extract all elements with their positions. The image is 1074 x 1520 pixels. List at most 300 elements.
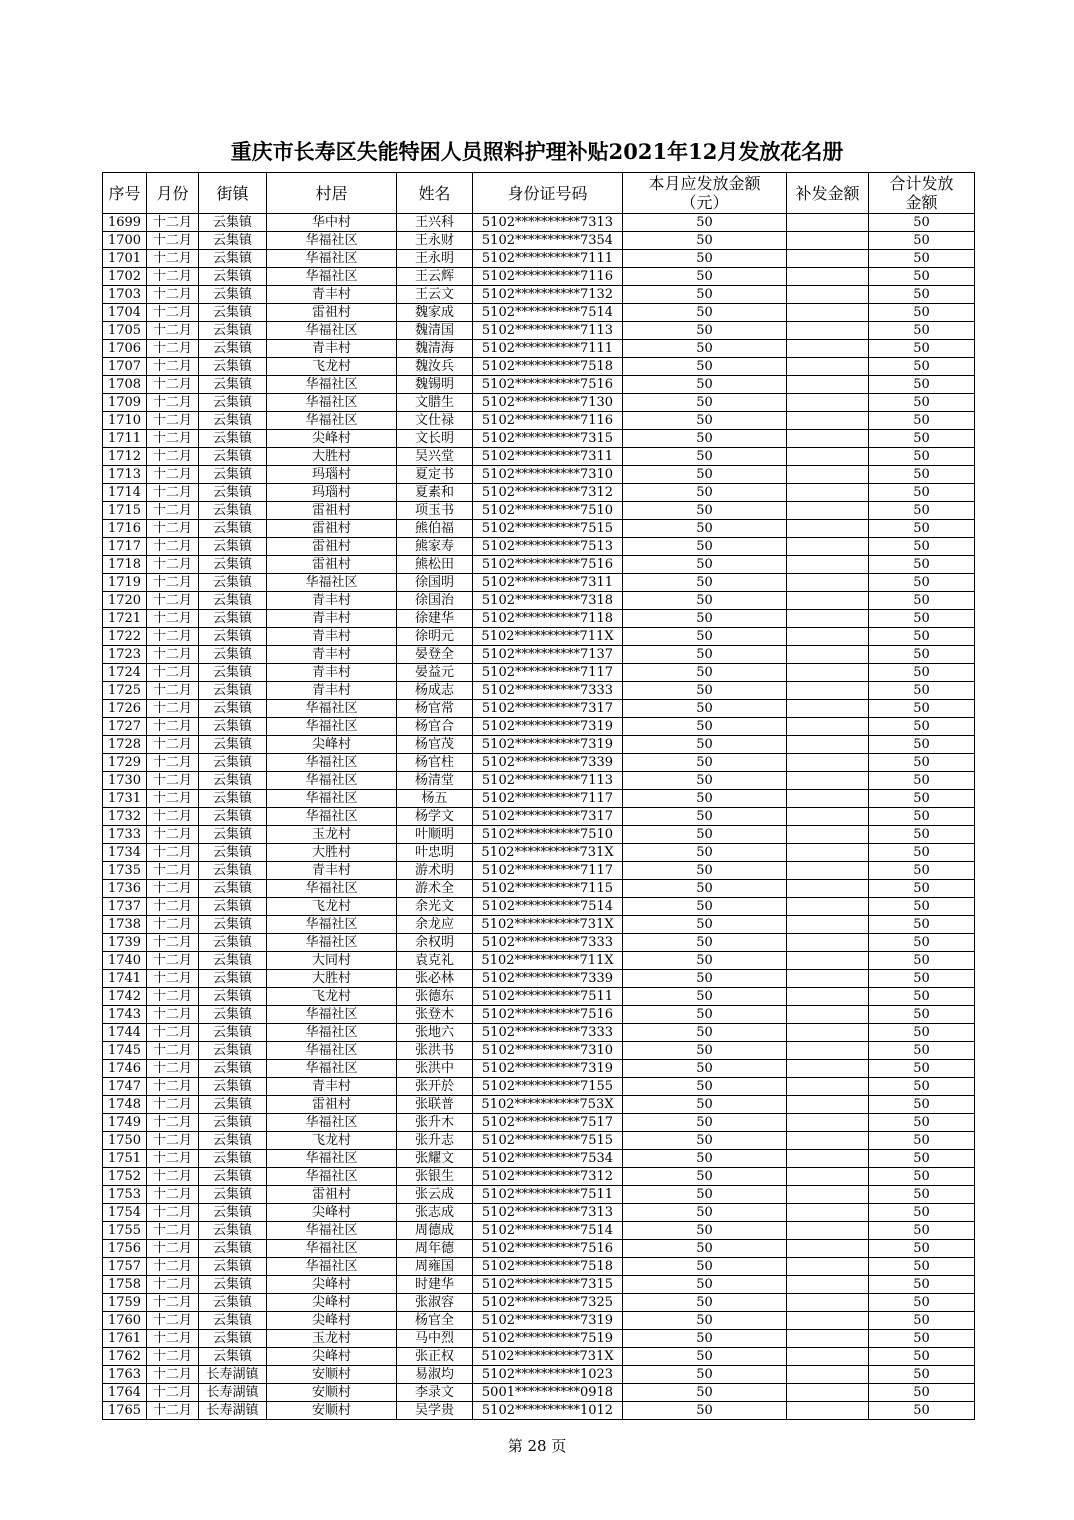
cell-total-amount: 50	[869, 1096, 975, 1114]
cell-village: 华福社区	[267, 376, 397, 394]
cell-month: 十二月	[147, 592, 199, 610]
cell-supplement-amount	[787, 844, 869, 862]
cell-index: 1737	[103, 898, 147, 916]
table-row	[103, 502, 975, 520]
cell-town: 云集镇	[199, 358, 267, 376]
cell-id-number: 5102**********731X	[473, 916, 623, 934]
cell-supplement-amount	[787, 538, 869, 556]
cell-month: 十二月	[147, 1258, 199, 1276]
cell-id-number: 5102**********7111	[473, 340, 623, 358]
cell-month: 十二月	[147, 1132, 199, 1150]
cell-village: 华福社区	[267, 916, 397, 934]
cell-town: 云集镇	[199, 664, 267, 682]
cell-village: 华福社区	[267, 934, 397, 952]
cell-village: 大胜村	[267, 970, 397, 988]
cell-index: 1709	[103, 394, 147, 412]
cell-supplement-amount	[787, 772, 869, 790]
cell-town: 云集镇	[199, 1006, 267, 1024]
cell-monthly-amount: 50	[623, 520, 787, 538]
cell-id-number: 5102**********7319	[473, 718, 623, 736]
cell-total-amount: 50	[869, 1222, 975, 1240]
cell-month: 十二月	[147, 394, 199, 412]
cell-village: 华福社区	[267, 718, 397, 736]
cell-index: 1754	[103, 1204, 147, 1222]
cell-id-number: 5102**********7313	[473, 1204, 623, 1222]
table-row	[103, 1006, 975, 1024]
cell-index: 1745	[103, 1042, 147, 1060]
cell-name: 张淑容	[397, 1294, 473, 1312]
cell-month: 十二月	[147, 1384, 199, 1402]
cell-index: 1705	[103, 322, 147, 340]
cell-total-amount: 50	[869, 394, 975, 412]
cell-village: 安顺村	[267, 1366, 397, 1384]
cell-name: 周年德	[397, 1240, 473, 1258]
cell-id-number: 5102**********731X	[473, 844, 623, 862]
cell-town: 云集镇	[199, 430, 267, 448]
cell-village: 大胜村	[267, 844, 397, 862]
table-row	[103, 754, 975, 772]
cell-monthly-amount: 50	[623, 970, 787, 988]
cell-month: 十二月	[147, 1222, 199, 1240]
cell-id-number: 5102**********7354	[473, 232, 623, 250]
cell-total-amount: 50	[869, 412, 975, 430]
table-row	[103, 844, 975, 862]
cell-town: 云集镇	[199, 232, 267, 250]
cell-total-amount: 50	[869, 520, 975, 538]
cell-monthly-amount: 50	[623, 808, 787, 826]
cell-monthly-amount: 50	[623, 1132, 787, 1150]
cell-total-amount: 50	[869, 556, 975, 574]
cell-supplement-amount	[787, 1114, 869, 1132]
cell-town: 云集镇	[199, 484, 267, 502]
cell-id-number: 5102**********7510	[473, 826, 623, 844]
cell-supplement-amount	[787, 358, 869, 376]
cell-town: 云集镇	[199, 520, 267, 538]
cell-name: 魏汝兵	[397, 358, 473, 376]
cell-supplement-amount	[787, 682, 869, 700]
header-total-amount: 合计发放 金额	[869, 173, 975, 214]
cell-name: 叶顺明	[397, 826, 473, 844]
cell-index: 1764	[103, 1384, 147, 1402]
cell-town: 云集镇	[199, 826, 267, 844]
cell-total-amount: 50	[869, 268, 975, 286]
cell-village: 青丰村	[267, 1078, 397, 1096]
cell-supplement-amount	[787, 1312, 869, 1330]
cell-total-amount: 50	[869, 790, 975, 808]
cell-total-amount: 50	[869, 1276, 975, 1294]
cell-town: 云集镇	[199, 1042, 267, 1060]
cell-supplement-amount	[787, 1258, 869, 1276]
table-row	[103, 1186, 975, 1204]
cell-index: 1718	[103, 556, 147, 574]
table-row	[103, 772, 975, 790]
cell-village: 青丰村	[267, 646, 397, 664]
cell-total-amount: 50	[869, 1366, 975, 1384]
cell-name: 张银生	[397, 1168, 473, 1186]
cell-monthly-amount: 50	[623, 430, 787, 448]
cell-village: 飞龙村	[267, 1132, 397, 1150]
table-row	[103, 214, 975, 232]
table-row	[103, 1114, 975, 1132]
cell-monthly-amount: 50	[623, 934, 787, 952]
cell-name: 文腊生	[397, 394, 473, 412]
cell-total-amount: 50	[869, 466, 975, 484]
cell-monthly-amount: 50	[623, 1042, 787, 1060]
table-row	[103, 1078, 975, 1096]
table-row	[103, 736, 975, 754]
cell-month: 十二月	[147, 826, 199, 844]
cell-month: 十二月	[147, 1348, 199, 1366]
cell-id-number: 5102**********7137	[473, 646, 623, 664]
cell-index: 1733	[103, 826, 147, 844]
cell-total-amount: 50	[869, 1024, 975, 1042]
cell-month: 十二月	[147, 1402, 199, 1420]
cell-monthly-amount: 50	[623, 1312, 787, 1330]
cell-name: 马中烈	[397, 1330, 473, 1348]
cell-supplement-amount	[787, 664, 869, 682]
cell-month: 十二月	[147, 790, 199, 808]
cell-village: 飞龙村	[267, 898, 397, 916]
cell-index: 1740	[103, 952, 147, 970]
cell-town: 云集镇	[199, 1330, 267, 1348]
cell-village: 华福社区	[267, 772, 397, 790]
cell-village: 华福社区	[267, 1042, 397, 1060]
cell-total-amount: 50	[869, 862, 975, 880]
cell-name: 项玉书	[397, 502, 473, 520]
cell-index: 1765	[103, 1402, 147, 1420]
table-row	[103, 232, 975, 250]
cell-town: 云集镇	[199, 952, 267, 970]
cell-month: 十二月	[147, 430, 199, 448]
cell-monthly-amount: 50	[623, 736, 787, 754]
table-row	[103, 880, 975, 898]
cell-month: 十二月	[147, 754, 199, 772]
cell-name: 张开於	[397, 1078, 473, 1096]
cell-village: 飞龙村	[267, 988, 397, 1006]
cell-total-amount: 50	[869, 340, 975, 358]
table-row	[103, 1384, 975, 1402]
cell-village: 华福社区	[267, 700, 397, 718]
cell-id-number: 5102**********7333	[473, 1024, 623, 1042]
table-header-row	[103, 173, 975, 214]
cell-supplement-amount	[787, 502, 869, 520]
cell-id-number: 5102**********7516	[473, 556, 623, 574]
cell-name: 杨官合	[397, 718, 473, 736]
cell-monthly-amount: 50	[623, 1096, 787, 1114]
cell-id-number: 5102**********7333	[473, 934, 623, 952]
cell-total-amount: 50	[869, 610, 975, 628]
cell-supplement-amount	[787, 340, 869, 358]
cell-month: 十二月	[147, 1240, 199, 1258]
cell-total-amount: 50	[869, 1402, 975, 1420]
cell-village: 安顺村	[267, 1402, 397, 1420]
cell-name: 张德东	[397, 988, 473, 1006]
cell-monthly-amount: 50	[623, 772, 787, 790]
cell-month: 十二月	[147, 556, 199, 574]
cell-name: 文仕禄	[397, 412, 473, 430]
table-row	[103, 628, 975, 646]
cell-index: 1761	[103, 1330, 147, 1348]
cell-total-amount: 50	[869, 1186, 975, 1204]
cell-id-number: 5102**********711X	[473, 952, 623, 970]
cell-supplement-amount	[787, 250, 869, 268]
cell-month: 十二月	[147, 1204, 199, 1222]
table-row	[103, 376, 975, 394]
cell-total-amount: 50	[869, 736, 975, 754]
cell-index: 1738	[103, 916, 147, 934]
cell-town: 云集镇	[199, 1024, 267, 1042]
cell-id-number: 5102**********7115	[473, 880, 623, 898]
cell-monthly-amount: 50	[623, 1276, 787, 1294]
cell-id-number: 5102**********7132	[473, 286, 623, 304]
table-row	[103, 1150, 975, 1168]
cell-id-number: 5102**********7516	[473, 1240, 623, 1258]
cell-monthly-amount: 50	[623, 394, 787, 412]
cell-village: 华福社区	[267, 1006, 397, 1024]
cell-supplement-amount	[787, 1348, 869, 1366]
cell-id-number: 5102**********1012	[473, 1402, 623, 1420]
cell-index: 1701	[103, 250, 147, 268]
cell-monthly-amount: 50	[623, 1366, 787, 1384]
cell-id-number: 5102**********7513	[473, 538, 623, 556]
cell-town: 云集镇	[199, 376, 267, 394]
cell-id-number: 5102**********7117	[473, 790, 623, 808]
table-row	[103, 1042, 975, 1060]
cell-id-number: 5102**********753X	[473, 1096, 623, 1114]
cell-month: 十二月	[147, 988, 199, 1006]
cell-id-number: 5102**********7317	[473, 700, 623, 718]
cell-monthly-amount: 50	[623, 1186, 787, 1204]
cell-total-amount: 50	[869, 1078, 975, 1096]
cell-town: 云集镇	[199, 556, 267, 574]
table-row	[103, 1276, 975, 1294]
cell-monthly-amount: 50	[623, 322, 787, 340]
cell-name: 杨官常	[397, 700, 473, 718]
cell-month: 十二月	[147, 376, 199, 394]
cell-town: 云集镇	[199, 250, 267, 268]
cell-id-number: 5102**********7339	[473, 970, 623, 988]
table-row	[103, 484, 975, 502]
header-name: 姓名	[397, 173, 473, 214]
cell-index: 1726	[103, 700, 147, 718]
cell-monthly-amount: 50	[623, 1384, 787, 1402]
page-title: 重庆市长寿区失能特困人员照料护理补贴2021年12月发放花名册	[230, 139, 844, 164]
cell-supplement-amount	[787, 646, 869, 664]
cell-town: 长寿湖镇	[199, 1402, 267, 1420]
cell-name: 张洪中	[397, 1060, 473, 1078]
cell-index: 1747	[103, 1078, 147, 1096]
cell-name: 晏益元	[397, 664, 473, 682]
cell-town: 云集镇	[199, 1222, 267, 1240]
cell-name: 张升木	[397, 1114, 473, 1132]
cell-supplement-amount	[787, 214, 869, 232]
cell-index: 1703	[103, 286, 147, 304]
cell-month: 十二月	[147, 322, 199, 340]
cell-supplement-amount	[787, 916, 869, 934]
cell-village: 玛瑙村	[267, 484, 397, 502]
cell-supplement-amount	[787, 1078, 869, 1096]
cell-village: 华福社区	[267, 394, 397, 412]
table-row	[103, 1258, 975, 1276]
cell-supplement-amount	[787, 1366, 869, 1384]
cell-total-amount: 50	[869, 898, 975, 916]
cell-monthly-amount: 50	[623, 1348, 787, 1366]
cell-index: 1716	[103, 520, 147, 538]
table-row	[103, 1330, 975, 1348]
cell-total-amount: 50	[869, 1330, 975, 1348]
cell-monthly-amount: 50	[623, 646, 787, 664]
cell-village: 尖峰村	[267, 1276, 397, 1294]
cell-index: 1727	[103, 718, 147, 736]
cell-supplement-amount	[787, 934, 869, 952]
cell-monthly-amount: 50	[623, 538, 787, 556]
table-row	[103, 574, 975, 592]
cell-name: 张地六	[397, 1024, 473, 1042]
cell-monthly-amount: 50	[623, 286, 787, 304]
cell-total-amount: 50	[869, 250, 975, 268]
cell-supplement-amount	[787, 808, 869, 826]
cell-supplement-amount	[787, 1330, 869, 1348]
cell-index: 1720	[103, 592, 147, 610]
cell-index: 1751	[103, 1150, 147, 1168]
cell-index: 1715	[103, 502, 147, 520]
cell-total-amount: 50	[869, 232, 975, 250]
cell-monthly-amount: 50	[623, 1078, 787, 1096]
cell-name: 徐建华	[397, 610, 473, 628]
cell-id-number: 5102**********7113	[473, 772, 623, 790]
cell-month: 十二月	[147, 952, 199, 970]
cell-town: 云集镇	[199, 268, 267, 286]
cell-index: 1713	[103, 466, 147, 484]
cell-monthly-amount: 50	[623, 988, 787, 1006]
cell-id-number: 5102**********7310	[473, 466, 623, 484]
table-row	[103, 826, 975, 844]
cell-name: 熊松田	[397, 556, 473, 574]
cell-village: 雷祖村	[267, 538, 397, 556]
cell-village: 青丰村	[267, 862, 397, 880]
cell-id-number: 5102**********7516	[473, 1006, 623, 1024]
cell-monthly-amount: 50	[623, 610, 787, 628]
cell-name: 杨官全	[397, 1312, 473, 1330]
cell-supplement-amount	[787, 718, 869, 736]
cell-town: 云集镇	[199, 322, 267, 340]
cell-month: 十二月	[147, 862, 199, 880]
cell-monthly-amount: 50	[623, 592, 787, 610]
cell-supplement-amount	[787, 754, 869, 772]
cell-month: 十二月	[147, 340, 199, 358]
cell-index: 1750	[103, 1132, 147, 1150]
cell-supplement-amount	[787, 1222, 869, 1240]
cell-month: 十二月	[147, 664, 199, 682]
table-row	[103, 952, 975, 970]
cell-village: 尖峰村	[267, 1312, 397, 1330]
table-row	[103, 700, 975, 718]
cell-village: 飞龙村	[267, 358, 397, 376]
header-monthly-amount: 本月应发放金额 （元）	[623, 173, 787, 214]
cell-supplement-amount	[787, 232, 869, 250]
cell-monthly-amount: 50	[623, 628, 787, 646]
cell-supplement-amount	[787, 286, 869, 304]
cell-village: 雷祖村	[267, 520, 397, 538]
cell-id-number: 5102**********7117	[473, 664, 623, 682]
cell-month: 十二月	[147, 610, 199, 628]
cell-monthly-amount: 50	[623, 1240, 787, 1258]
cell-name: 杨学文	[397, 808, 473, 826]
cell-id-number: 5102**********7518	[473, 358, 623, 376]
cell-monthly-amount: 50	[623, 376, 787, 394]
table-row	[103, 1348, 975, 1366]
cell-total-amount: 50	[869, 574, 975, 592]
cell-index: 1732	[103, 808, 147, 826]
cell-index: 1752	[103, 1168, 147, 1186]
cell-index: 1755	[103, 1222, 147, 1240]
cell-month: 十二月	[147, 880, 199, 898]
cell-name: 魏清海	[397, 340, 473, 358]
cell-month: 十二月	[147, 1276, 199, 1294]
cell-monthly-amount: 50	[623, 1204, 787, 1222]
cell-id-number: 5102**********7310	[473, 1042, 623, 1060]
cell-month: 十二月	[147, 1312, 199, 1330]
cell-total-amount: 50	[869, 1384, 975, 1402]
cell-village: 雷祖村	[267, 556, 397, 574]
cell-village: 华福社区	[267, 412, 397, 430]
cell-id-number: 5102**********7117	[473, 862, 623, 880]
cell-month: 十二月	[147, 772, 199, 790]
cell-supplement-amount	[787, 988, 869, 1006]
header-village: 村居	[267, 173, 397, 214]
cell-total-amount: 50	[869, 952, 975, 970]
cell-name: 张洪书	[397, 1042, 473, 1060]
cell-monthly-amount: 50	[623, 718, 787, 736]
cell-monthly-amount: 50	[623, 1294, 787, 1312]
cell-total-amount: 50	[869, 754, 975, 772]
cell-village: 玉龙村	[267, 1330, 397, 1348]
cell-month: 十二月	[147, 1060, 199, 1078]
cell-id-number: 5102**********7116	[473, 268, 623, 286]
cell-total-amount: 50	[869, 592, 975, 610]
cell-monthly-amount: 50	[623, 754, 787, 772]
cell-total-amount: 50	[869, 376, 975, 394]
cell-name: 晏登全	[397, 646, 473, 664]
cell-name: 魏家成	[397, 304, 473, 322]
cell-month: 十二月	[147, 538, 199, 556]
cell-monthly-amount: 50	[623, 952, 787, 970]
cell-total-amount: 50	[869, 700, 975, 718]
cell-village: 雷祖村	[267, 502, 397, 520]
cell-id-number: 5102**********7325	[473, 1294, 623, 1312]
cell-town: 云集镇	[199, 808, 267, 826]
cell-id-number: 5102**********7319	[473, 1060, 623, 1078]
cell-village: 青丰村	[267, 286, 397, 304]
cell-index: 1712	[103, 448, 147, 466]
cell-total-amount: 50	[869, 1006, 975, 1024]
cell-total-amount: 50	[869, 484, 975, 502]
cell-town: 云集镇	[199, 610, 267, 628]
cell-total-amount: 50	[869, 1312, 975, 1330]
cell-index: 1704	[103, 304, 147, 322]
cell-village: 华福社区	[267, 880, 397, 898]
cell-town: 云集镇	[199, 1204, 267, 1222]
cell-name: 张正权	[397, 1348, 473, 1366]
cell-id-number: 5102**********7111	[473, 250, 623, 268]
cell-supplement-amount	[787, 1042, 869, 1060]
cell-name: 张志成	[397, 1204, 473, 1222]
cell-town: 云集镇	[199, 718, 267, 736]
cell-village: 尖峰村	[267, 430, 397, 448]
cell-monthly-amount: 50	[623, 214, 787, 232]
cell-total-amount: 50	[869, 1294, 975, 1312]
cell-town: 云集镇	[199, 502, 267, 520]
